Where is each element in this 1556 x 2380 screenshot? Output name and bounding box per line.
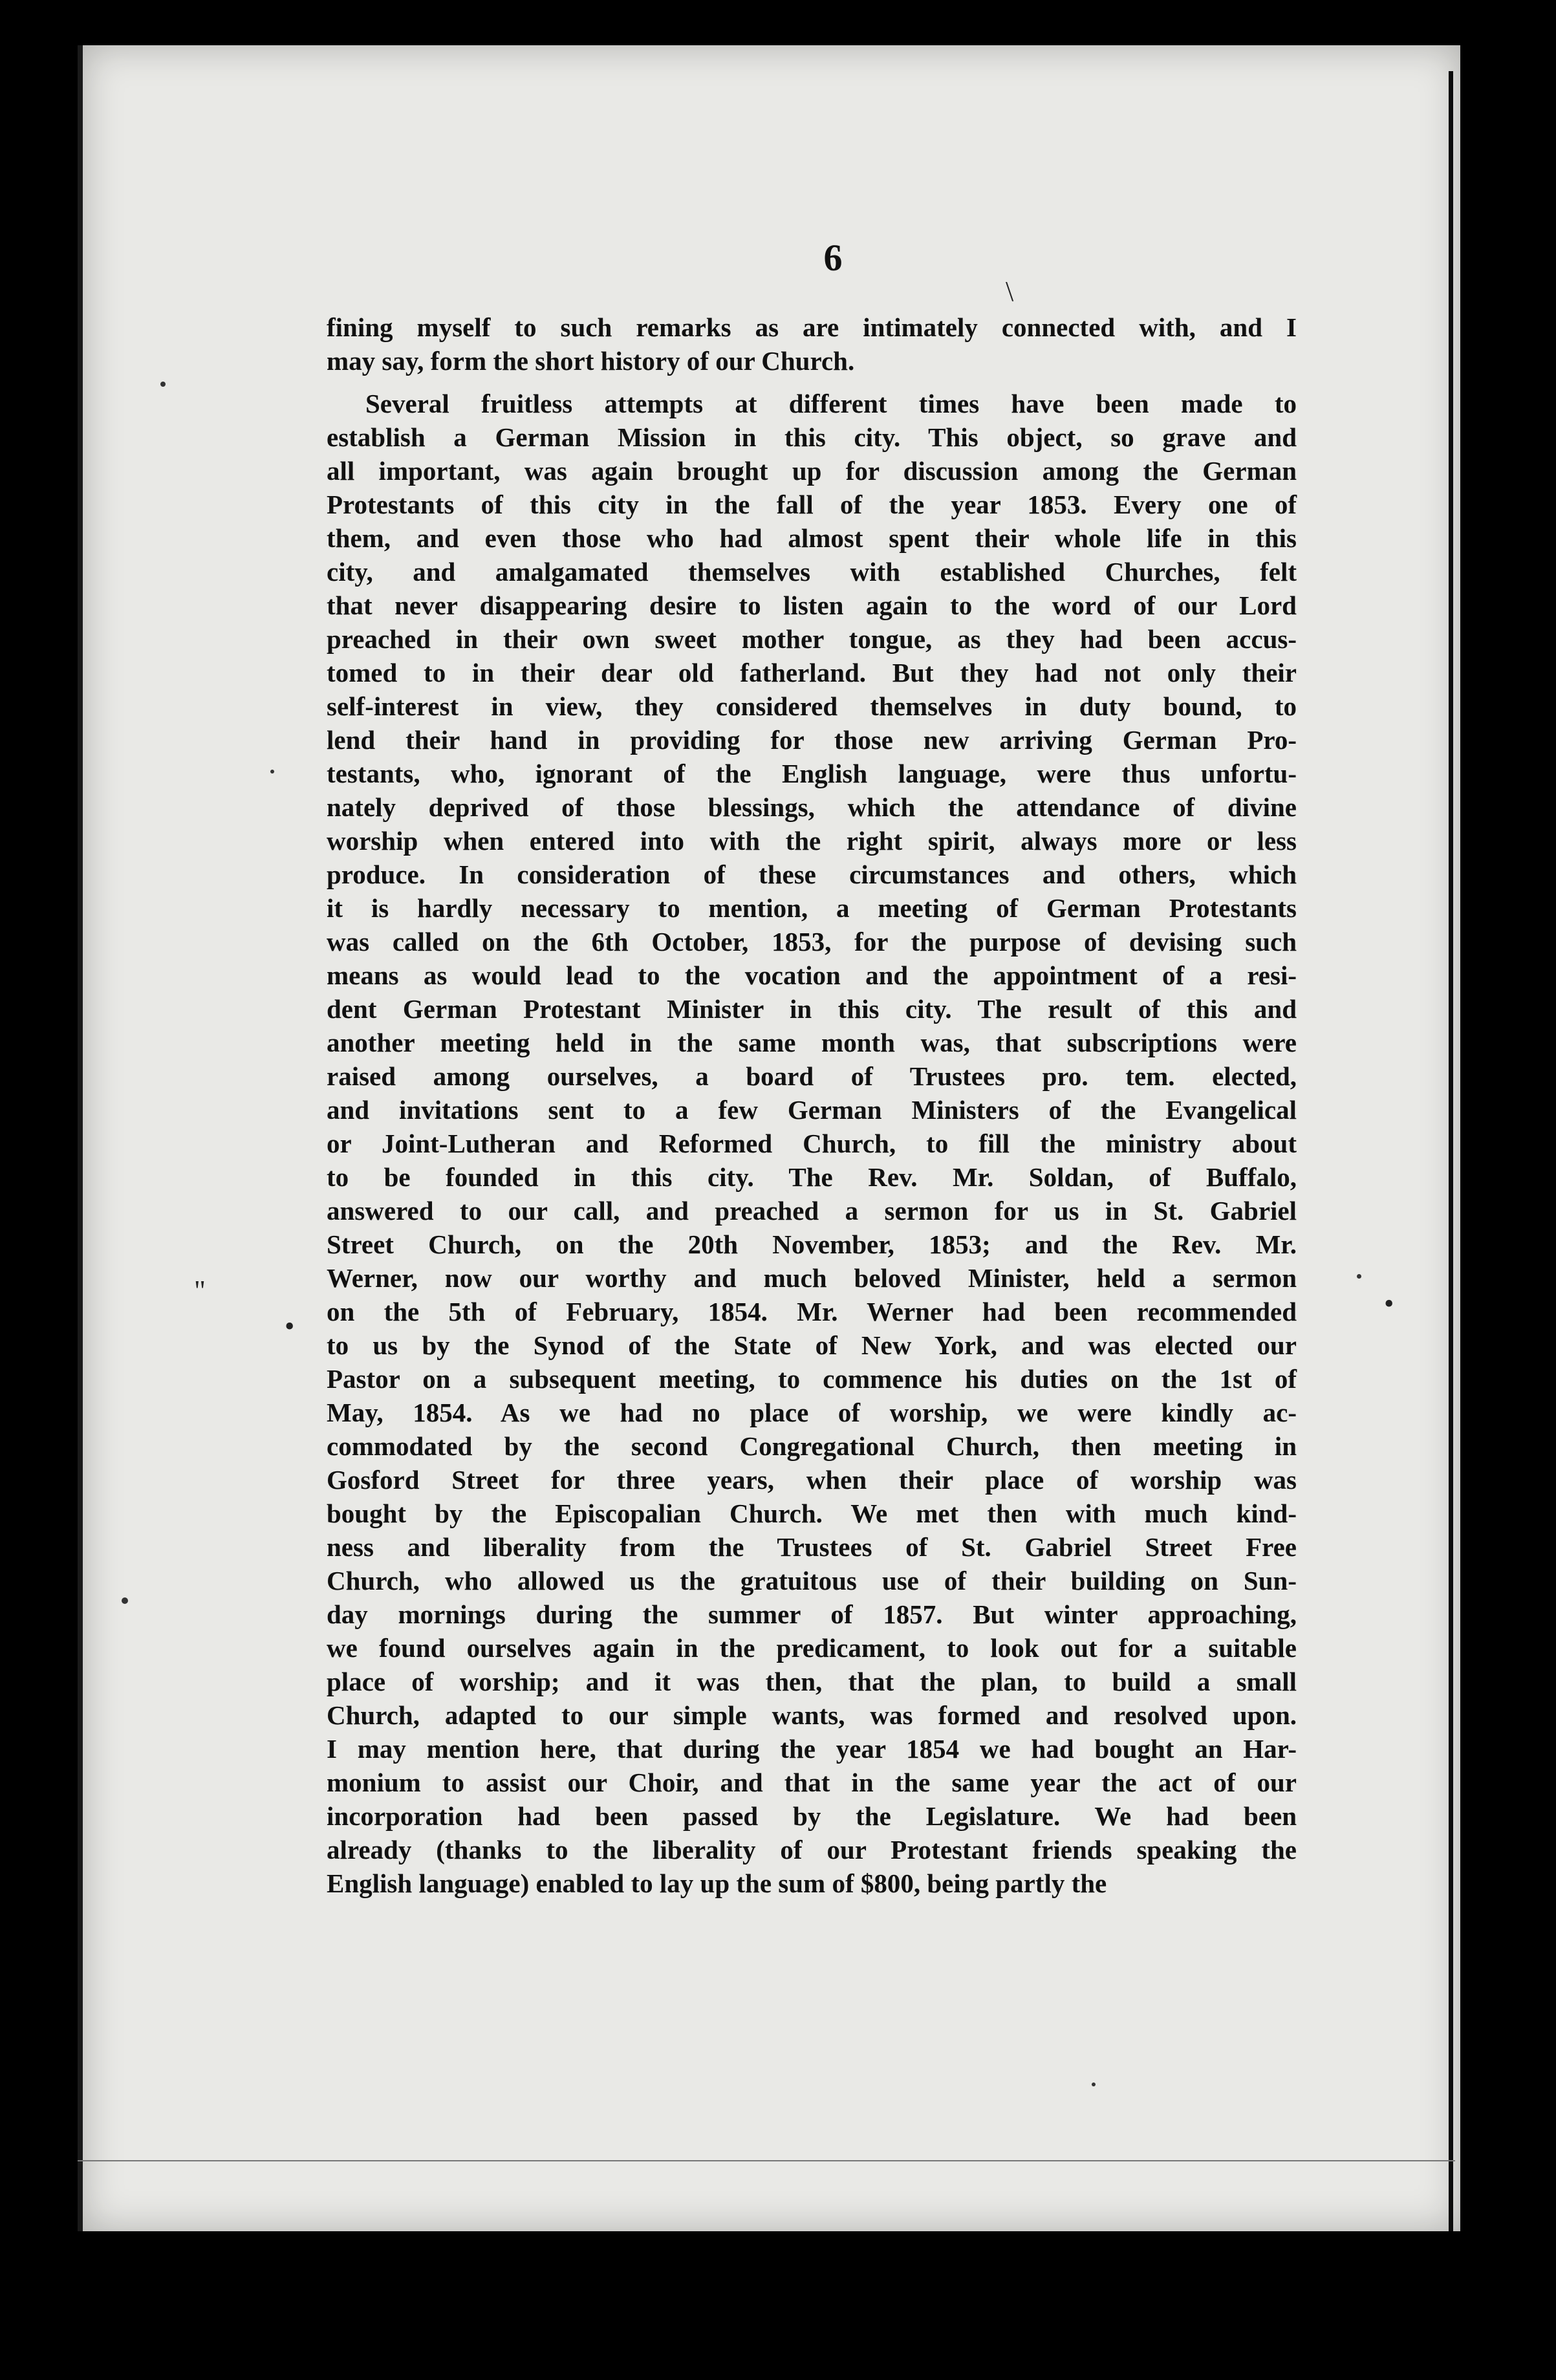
text-line: it is hardly necessary to mention, a meeting of German Protestants: [327, 893, 1297, 923]
text-line: another meeting held in the same month was, that subscriptions were: [327, 1028, 1297, 1057]
text-line: Werner, now our worthy and much beloved Minister, held a sermon: [327, 1263, 1297, 1293]
text-line: to us by the Synod of the State of New York, and was elected our: [327, 1330, 1297, 1360]
text-line: that never disappearing desire to listen again to the word of our Lord: [327, 590, 1297, 620]
text-line: answered to our call, and preached a sermon for us in St. Gabriel: [327, 1196, 1297, 1226]
text-line: and invitations sent to a few German Ministers of the Evangelical: [327, 1095, 1297, 1125]
text-line: establish a German Mission in this city. This object, so grave and: [327, 422, 1297, 452]
page-number: 6: [823, 237, 843, 279]
page-bottom-edge: [78, 2160, 1455, 2161]
text-line: day mornings during the summer of 1857. But winter approaching,: [327, 1599, 1297, 1629]
text-line: on the 5th of February, 1854. Mr. Werner had been recommended: [327, 1297, 1297, 1326]
text-line: I may mention here, that during the year 1854 we had bought an Har-: [327, 1734, 1297, 1764]
text-line: Church, adapted to our simple wants, was formed and resolved upon.: [327, 1700, 1297, 1730]
text-line: Pastor on a subsequent meeting, to commence his duties on the 1st of: [327, 1364, 1297, 1394]
ink-speck: [1092, 2082, 1096, 2086]
page-gutter-edge: [1449, 71, 1453, 2231]
text-line: raised among ourselves, a board of Trustees pro. tem. elected,: [327, 1061, 1297, 1091]
text-line: already (thanks to the liberality of our Protestant friends speaking the: [327, 1835, 1297, 1865]
margin-ink-mark: ": [194, 1275, 206, 1306]
text-line: means as would lead to the vocation and the appointment of a resi-: [327, 960, 1297, 990]
text-line: worship when entered into with the right spirit, always more or less: [327, 826, 1297, 856]
margin-ink-mark: •: [1384, 1288, 1394, 1319]
text-line: dent German Protestant Minister in this city. The result of this and: [327, 994, 1297, 1024]
text-line: was called on the 6th October, 1853, for the purpose of devising such: [327, 927, 1297, 957]
text-line: English language) enabled to lay up the sum of $800, being partly the: [327, 1868, 1107, 1898]
text-line: Street Church, on the 20th November, 1853; and the Rev. Mr.: [327, 1229, 1297, 1259]
margin-ink-mark: •: [285, 1310, 295, 1342]
body-text: [327, 310, 1297, 1900]
margin-ink-mark: \: [1006, 276, 1014, 307]
ink-speck: [122, 1597, 128, 1604]
paragraph-gap: [327, 378, 1297, 387]
ink-speck: [1357, 1274, 1361, 1279]
ink-speck: [160, 382, 166, 387]
text-line: nately deprived of those blessings, which the attendance of divine: [327, 792, 1297, 822]
text-line: bought by the Episcopalian Church. We met then with much kind-: [327, 1498, 1297, 1528]
text-line: or Joint-Lutheran and Reformed Church, to fill the ministry about: [327, 1129, 1297, 1158]
text-line: Church, who allowed us the gratuitous use of their building on Sun-: [327, 1566, 1297, 1596]
text-line: commodated by the second Congregational Church, then meeting in: [327, 1431, 1297, 1461]
text-line: preached in their own sweet mother tongue, as they had been accus-: [327, 624, 1297, 654]
text-line: Protestants of this city in the fall of the year 1853. Every one of: [327, 490, 1297, 519]
text-line: Gosford Street for three years, when their place of worship was: [327, 1465, 1297, 1495]
text-line: monium to assist our Choir, and that in the same year the act of our: [327, 1768, 1297, 1797]
text-line: testants, who, ignorant of the English language, were thus unfortu-: [327, 759, 1297, 788]
text-line: may say, form the short history of our Church.: [327, 346, 855, 376]
text-line: ness and liberality from the Trustees of St. Gabriel Street Free: [327, 1532, 1297, 1562]
text-line: produce. In consideration of these circumstances and others, which: [327, 860, 1297, 889]
text-line: lend their hand in providing for those new arriving German Pro-: [327, 725, 1297, 755]
text-line: May, 1854. As we had no place of worship, we were kindly ac-: [327, 1398, 1297, 1427]
paragraph: [327, 387, 1297, 1900]
text-line: place of worship; and it was then, that the plan, to build a small: [327, 1667, 1297, 1696]
text-line: fining myself to such remarks as are intimately connected with, and I: [327, 312, 1297, 342]
ink-speck: [270, 770, 274, 774]
text-line: them, and even those who had almost spent their whole life in this: [327, 523, 1297, 553]
text-line: to be founded in this city. The Rev. Mr. Soldan, of Buffalo,: [327, 1162, 1297, 1192]
text-line: all important, was again brought up for discussion among the German: [327, 456, 1297, 486]
text-line: we found ourselves again in the predicament, to look out for a suitable: [327, 1633, 1297, 1663]
text-line: incorporation had been passed by the Legislature. We had been: [327, 1801, 1297, 1831]
text-line: self-interest in view, they considered themselves in duty bound, to: [327, 691, 1297, 721]
paragraph: [327, 310, 1297, 378]
text-line: city, and amalgamated themselves with established Churches, felt: [327, 557, 1297, 587]
text-line: Several fruitless attempts at different times have been made to: [365, 389, 1297, 418]
text-line: tomed to in their dear old fatherland. But they had not only their: [327, 658, 1297, 687]
